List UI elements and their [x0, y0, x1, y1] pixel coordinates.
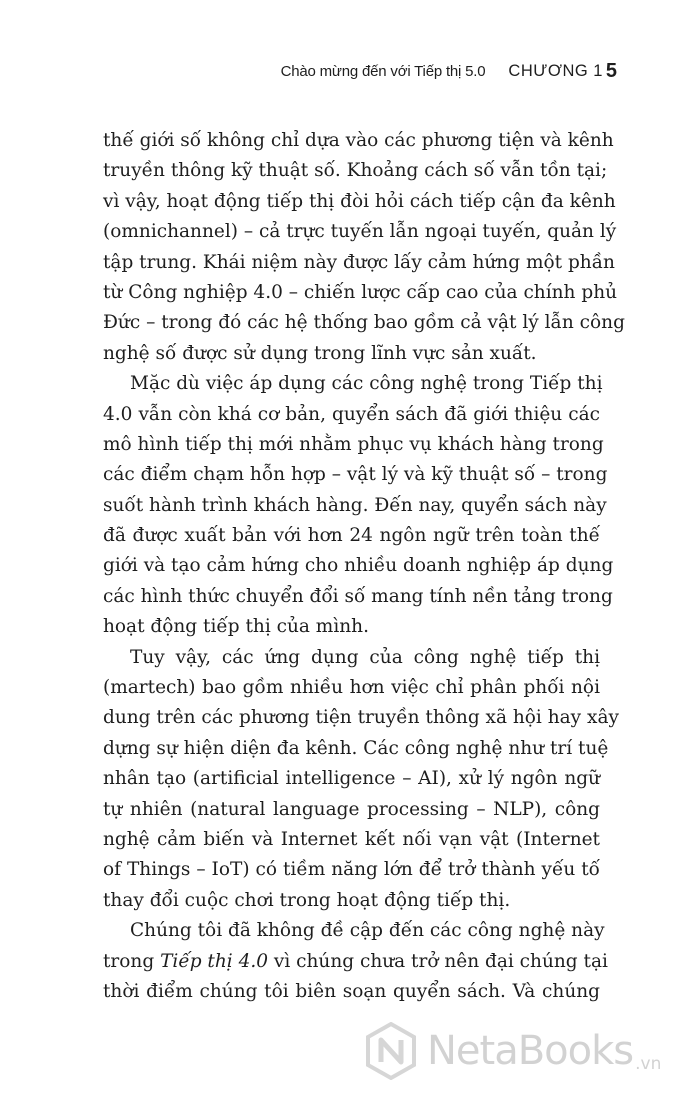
body-text [103, 126, 625, 1007]
text-line-with-italic [103, 947, 608, 977]
text-line: (martech) bao gồm nhiều hơn việc chỉ phân phối nội [103, 677, 600, 699]
text-line: vì vậy, hoạt động tiếp thị đòi hỏi cách tiếp cận đa kênh [103, 190, 616, 212]
text-line: Tuy vậy, các ứng dụng của công nghệ tiếp thị [130, 646, 600, 668]
watermark [365, 1022, 661, 1080]
page-number: 5 [605, 60, 617, 82]
text-line: nhân tạo (artificial intelligence – AI), xử lý ngôn ngữ [103, 768, 600, 790]
header-book-title: Chào mừng đến với Tiếp thị 5.0 [280, 63, 486, 80]
text-line: giới và tạo cảm hứng cho nhiều doanh nghiệp áp dụng [103, 555, 614, 577]
text-line: hoạt động tiếp thị của mình. [103, 616, 369, 638]
line-prefix: trong [103, 950, 161, 972]
text-line: dung trên các phương tiện truyền thông xã hội hay xây [103, 707, 619, 729]
text-line: Đức – trong đó các hệ thống bao gồm cả vật lý lẫn công [103, 312, 625, 334]
text-line: các điểm chạm hỗn hợp – vật lý và kỹ thuật số – trong [103, 464, 608, 486]
text-line: tập trung. Khái niệm này được lấy cảm hứng một phần [103, 251, 615, 273]
text-line: nghệ cảm biến và Internet kết nối vạn vật (Internet [103, 828, 600, 850]
line-suffix: vì chúng chưa trở nên đại chúng tại [268, 950, 608, 972]
text-line: thay đổi cuộc chơi trong hoạt động tiếp thị. [103, 889, 511, 911]
text-line: Chúng tôi đã không đề cập đến các công nghệ này [130, 920, 605, 942]
running-header [281, 62, 603, 81]
text-line: Mặc dù việc áp dụng các công nghệ trong Tiếp thị [130, 373, 603, 395]
text-line: suốt hành trình khách hàng. Đến nay, quyển sách này [103, 494, 607, 516]
text-line: thế giới số không chỉ dựa vào các phương tiện và kênh [103, 130, 614, 151]
text-line: dựng sự hiện diện đa kênh. Các công nghệ như trí tuệ [103, 737, 609, 759]
text-line: mô hình tiếp thị mới nhằm phục vụ khách hàng trong [103, 433, 604, 455]
text-line: tự nhiên (natural language processing – NLP), công [103, 798, 600, 820]
netabooks-logo-icon [365, 1022, 417, 1080]
text-line: truyền thông kỹ thuật số. Khoảng cách số vẫn tồn tại; [103, 160, 608, 182]
text-line: đã được xuất bản với hơn 24 ngôn ngữ trên toàn thế [103, 525, 600, 547]
italic-book-title: Tiếp thị 4.0 [160, 950, 268, 972]
text-line: (omnichannel) – cả trực tuyến lẫn ngoại tuyến, quản lý [103, 221, 617, 243]
watermark-brand: NetaBooks [427, 1028, 634, 1074]
header-chapter-label: CHƯƠNG 1 [508, 62, 603, 80]
text-line: thời điểm chúng tôi biên soạn quyển sách. Và chúng [103, 980, 600, 1002]
text-line: of Things – IoT) có tiềm năng lớn để trở thành yếu tố [103, 859, 600, 881]
watermark-suffix: .vn [635, 1054, 662, 1074]
text-line: các hình thức chuyển đổi số mang tính nền tảng trong [103, 585, 613, 607]
text-line: nghệ số được sử dụng trong lĩnh vực sản xuất. [103, 342, 537, 364]
text-line: từ Công nghiệp 4.0 – chiến lược cấp cao của chính phủ [103, 281, 618, 303]
text-line: 4.0 vẫn còn khá cơ bản, quyển sách đã giới thiệu các [103, 403, 600, 425]
